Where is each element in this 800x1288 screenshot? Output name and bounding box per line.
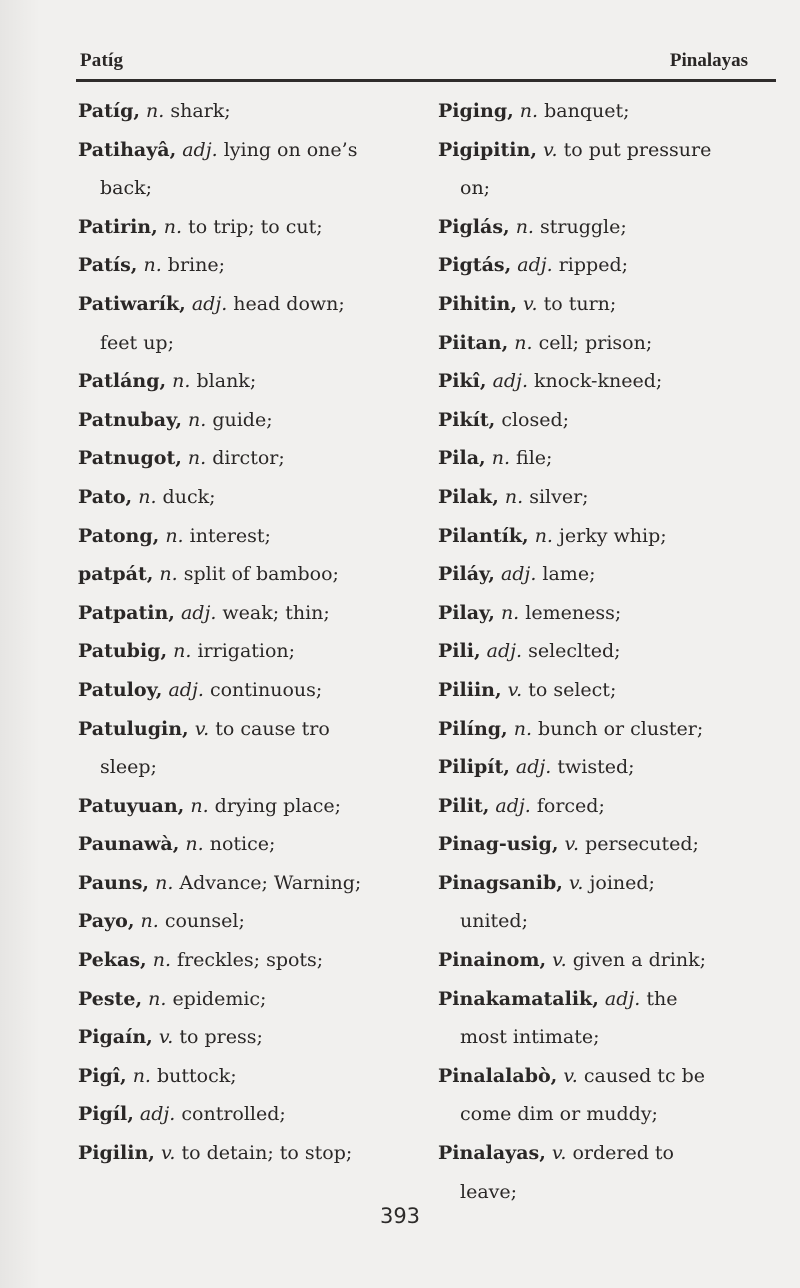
running-head-last-word: Pinalayas: [669, 50, 748, 71]
dictionary-entry: [78, 787, 423, 826]
entry-separator: ,: [482, 794, 490, 817]
entry-definition: head down;: [233, 292, 345, 315]
entry-definition: twisted;: [557, 756, 635, 779]
entry-separator: ,: [501, 331, 509, 354]
entry-definition: file;: [516, 447, 553, 470]
entry-definition: to put pressure: [563, 138, 712, 161]
entry-definition: epidemic;: [172, 987, 267, 1010]
entry-headword: Patiwarík: [78, 292, 180, 315]
entry-part-of-speech: n.: [504, 485, 524, 508]
entry-separator: ,: [125, 485, 133, 508]
entry-definition: duck;: [162, 485, 216, 508]
entry-definition-continued: on;: [460, 177, 491, 200]
entry-separator: ,: [492, 485, 499, 508]
entry-definition: closed;: [501, 408, 570, 431]
entry-part-of-speech: adj.: [168, 678, 204, 701]
entry-definition: to press;: [179, 1026, 263, 1049]
dictionary-entry: [78, 594, 423, 633]
entry-headword: Pigaín: [78, 1026, 147, 1049]
entry-headword: Patubig: [78, 640, 161, 663]
entry-separator: ,: [177, 794, 185, 817]
entry-definition-continued: feet up;: [100, 331, 174, 354]
entry-definition: buttock;: [157, 1064, 237, 1087]
entry-part-of-speech: v.: [507, 678, 523, 701]
entry-part-of-speech: adj.: [180, 601, 217, 624]
dictionary-entry: [78, 285, 423, 362]
entry-definition: lame;: [542, 563, 596, 586]
entry-definition: interest;: [189, 524, 271, 547]
entry-part-of-speech: v.: [552, 949, 567, 972]
entry-part-of-speech: n.: [132, 1064, 151, 1087]
entry-headword: Patuyuan: [78, 794, 178, 817]
entry-part-of-speech: adj.: [486, 640, 523, 663]
entry-definition: silver;: [529, 485, 589, 508]
entry-part-of-speech: v.: [523, 292, 538, 315]
entry-definition: counsel;: [164, 910, 245, 933]
entry-definition: freckles; spots;: [177, 949, 324, 972]
entry-headword: Pilíng: [438, 717, 502, 740]
entry-definition: to cause tro: [215, 717, 330, 740]
entry-headword: Piláy: [438, 563, 489, 586]
entry-part-of-speech: n.: [140, 910, 159, 933]
entry-definition: persecuted;: [585, 833, 699, 856]
entry-separator: ,: [503, 215, 510, 238]
dictionary-entry: [78, 864, 423, 903]
entry-definition-continued: come dim or muddy;: [460, 1103, 658, 1126]
entry-definition: continuous;: [209, 678, 323, 701]
entry-definition: weak; thin;: [222, 601, 330, 624]
dictionary-entry: [78, 439, 423, 478]
dictionary-entry: [438, 748, 773, 787]
entry-definition: controlled;: [181, 1103, 286, 1126]
entry-headword: Patnugot: [78, 447, 176, 470]
entry-part-of-speech: adj.: [139, 1103, 176, 1126]
entry-definition: blank;: [196, 370, 257, 393]
entry-headword: Pikít: [438, 408, 489, 431]
dictionary-entry: [438, 671, 773, 710]
entry-separator: ,: [530, 138, 537, 161]
entry-separator: ,: [151, 215, 158, 238]
dictionary-entry: [78, 1134, 423, 1173]
entry-headword: Pigî: [78, 1064, 121, 1087]
entry-part-of-speech: n.: [515, 215, 534, 238]
entry-definition-continued: united;: [460, 910, 528, 933]
right-column: [438, 92, 773, 1211]
entry-definition: to turn;: [543, 292, 617, 315]
entry-separator: ,: [488, 601, 495, 624]
entry-separator: ,: [504, 254, 512, 277]
entry-headword: Piitan: [438, 331, 502, 354]
entry-part-of-speech: n.: [172, 370, 191, 393]
entry-part-of-speech: n.: [187, 408, 207, 431]
entry-separator: ,: [501, 717, 508, 740]
dictionary-entry: [438, 131, 773, 208]
entry-definition: jerky whip;: [559, 524, 667, 547]
dictionary-entry: [438, 825, 773, 864]
entry-part-of-speech: n.: [187, 447, 207, 470]
dictionary-entry: [78, 1057, 423, 1096]
entry-headword: Pinakamatalik: [438, 987, 593, 1010]
entry-separator: ,: [135, 987, 143, 1010]
entry-definition: lemeness;: [525, 601, 622, 624]
dictionary-entry: [438, 401, 773, 440]
entry-part-of-speech: v.: [568, 871, 584, 894]
entry-part-of-speech: v.: [194, 717, 210, 740]
entry-separator: ,: [479, 447, 486, 470]
dictionary-entry: [438, 710, 773, 749]
entry-part-of-speech: n.: [143, 254, 162, 277]
entry-separator: ,: [479, 370, 487, 393]
entry-part-of-speech: n.: [163, 215, 183, 238]
entry-separator: ,: [130, 254, 138, 277]
entry-part-of-speech: n.: [519, 100, 539, 122]
dictionary-entry: [438, 439, 773, 478]
entry-part-of-speech: adj.: [191, 292, 228, 315]
entry-separator: ,: [146, 563, 154, 586]
entry-part-of-speech: adj.: [492, 370, 528, 393]
page-number: 393: [379, 1204, 421, 1228]
dictionary-entry: [438, 941, 773, 980]
entry-separator: ,: [172, 833, 180, 856]
entry-part-of-speech: n.: [534, 524, 553, 547]
entry-separator: ,: [127, 910, 135, 933]
entry-part-of-speech: adj.: [495, 794, 531, 817]
dictionary-entry: [438, 517, 773, 556]
entry-part-of-speech: adj.: [500, 563, 537, 586]
entry-separator: ,: [494, 678, 502, 701]
entry-definition: split of bamboo;: [183, 563, 339, 586]
entry-separator: ,: [550, 1064, 558, 1087]
entry-headword: Patnubay: [78, 408, 176, 431]
entry-separator: ,: [140, 949, 147, 972]
entry-definition-continued: most intimate;: [460, 1026, 600, 1049]
entry-headword: Piliin: [438, 678, 495, 701]
dictionary-entry: [438, 285, 773, 324]
entry-separator: ,: [159, 370, 167, 393]
dictionary-entry: [438, 362, 773, 401]
entry-separator: ,: [120, 1064, 127, 1087]
entry-definition: cell; prison;: [538, 331, 653, 354]
entry-definition: knock-kneed;: [534, 370, 663, 393]
entry-separator: ,: [522, 524, 529, 547]
dictionary-entry: [438, 92, 773, 131]
left-column: [78, 92, 423, 1173]
entry-separator: ,: [488, 563, 495, 586]
entry-part-of-speech: v.: [543, 138, 558, 161]
dictionary-entry: [438, 864, 773, 941]
entry-separator: ,: [152, 524, 160, 547]
entry-separator: ,: [503, 756, 510, 779]
dictionary-entry: [438, 632, 773, 671]
dictionary-entry: [78, 92, 423, 131]
entry-headword: Pinagsanib: [438, 871, 557, 894]
entry-headword: Patulugin: [78, 717, 183, 740]
entry-part-of-speech: n.: [152, 949, 171, 972]
entry-headword: Pilantík: [438, 524, 523, 547]
entry-definition-continued: leave;: [460, 1180, 518, 1203]
dictionary-entry: [78, 1018, 423, 1057]
dictionary-entry: [78, 902, 423, 941]
entry-separator: ,: [488, 408, 496, 431]
entry-headword: Pinalayas: [438, 1142, 540, 1165]
entry-definition: bunch or cluster;: [538, 717, 704, 740]
dictionary-entry: [438, 208, 773, 247]
entry-separator: ,: [169, 138, 177, 161]
entry-definition: irrigation;: [197, 640, 296, 663]
entry-headword: Patong: [78, 524, 153, 547]
entry-headword: Patuloy: [78, 678, 156, 701]
entry-definition: the: [646, 987, 678, 1010]
entry-part-of-speech: v.: [158, 1026, 174, 1049]
entry-definition: struggle;: [540, 215, 627, 238]
entry-headword: Pinag-usig: [438, 833, 552, 856]
entry-separator: ,: [507, 100, 514, 122]
entry-headword: Payo: [78, 910, 128, 933]
entry-separator: ,: [133, 100, 140, 122]
entry-headword: Piglás: [438, 215, 504, 238]
dictionary-entry: [78, 980, 423, 1019]
entry-separator: ,: [175, 408, 182, 431]
entry-part-of-speech: v.: [563, 1064, 578, 1087]
entry-separator: ,: [160, 640, 168, 663]
entry-separator: ,: [127, 1103, 134, 1126]
entry-definition-continued: back;: [100, 177, 153, 200]
entry-part-of-speech: v.: [160, 1142, 176, 1165]
entry-headword: Patirin: [78, 215, 152, 238]
entry-headword: Pato: [78, 485, 126, 508]
dictionary-entry: [438, 478, 773, 517]
entry-separator: ,: [473, 640, 481, 663]
entry-headword: Patíg: [78, 100, 134, 122]
entry-part-of-speech: v.: [564, 833, 580, 856]
entry-part-of-speech: n.: [190, 794, 209, 817]
entry-headword: Pigíl: [78, 1103, 128, 1126]
entry-headword: Pinainom: [438, 949, 540, 972]
dictionary-entry: [438, 324, 773, 363]
entry-headword: Pilak: [438, 485, 493, 508]
page-gutter-shadow: [0, 0, 40, 1288]
entry-headword: Piging: [438, 100, 508, 122]
entry-part-of-speech: n.: [165, 524, 184, 547]
dictionary-entry: [438, 594, 773, 633]
entry-headword: Pauns: [78, 871, 143, 894]
dictionary-entry: [78, 246, 423, 285]
entry-part-of-speech: v.: [551, 1142, 567, 1165]
dictionary-entry: [78, 1095, 423, 1134]
entry-separator: ,: [539, 949, 547, 972]
entry-definition: notice;: [209, 833, 276, 856]
entry-part-of-speech: n.: [173, 640, 192, 663]
dictionary-entry: [78, 941, 423, 980]
entry-separator: ,: [551, 833, 559, 856]
entry-definition: to detain; to stop;: [181, 1142, 353, 1165]
entry-headword: Paunawà: [78, 833, 173, 856]
entry-definition: to select;: [528, 678, 617, 701]
entry-definition: ripped;: [558, 254, 629, 277]
entry-part-of-speech: n.: [146, 100, 165, 122]
entry-definition-continued: sleep;: [100, 756, 157, 779]
entry-headword: Pikî: [438, 370, 480, 393]
entry-headword: Pigilin: [78, 1142, 149, 1165]
entry-part-of-speech: n.: [500, 601, 520, 624]
entry-part-of-speech: n.: [159, 563, 178, 586]
entry-separator: ,: [168, 601, 175, 624]
entry-headword: Patpatin: [78, 601, 169, 624]
entry-separator: ,: [592, 987, 599, 1010]
dictionary-entry: [438, 787, 773, 826]
entry-separator: ,: [142, 871, 150, 894]
dictionary-entry: [78, 401, 423, 440]
entry-headword: Pilipít: [438, 756, 504, 779]
entry-headword: Patihayâ: [78, 138, 170, 161]
entry-separator: ,: [148, 1142, 155, 1165]
dictionary-entry: [438, 555, 773, 594]
entry-part-of-speech: n.: [148, 987, 167, 1010]
dictionary-entry: [78, 671, 423, 710]
dictionary-entry: [438, 246, 773, 285]
entry-definition: banquet;: [544, 100, 630, 122]
entry-separator: ,: [175, 447, 182, 470]
entry-definition: shark;: [170, 100, 231, 122]
entry-part-of-speech: n.: [155, 871, 174, 894]
entry-headword: Peste: [78, 987, 136, 1010]
header-rule: [76, 79, 776, 82]
entry-headword: Pila: [438, 447, 480, 470]
entry-definition: lying on one’s: [223, 138, 358, 161]
entry-part-of-speech: n.: [185, 833, 204, 856]
dictionary-entry: [78, 555, 423, 594]
entry-headword: Pilit: [438, 794, 483, 817]
entry-headword: Patís: [78, 254, 131, 277]
entry-definition: brine;: [167, 254, 225, 277]
dictionary-entry: [78, 517, 423, 556]
entry-separator: ,: [539, 1142, 546, 1165]
entry-definition: to trip; to cut;: [188, 215, 323, 238]
entry-headword: Pekas: [78, 949, 141, 972]
entry-definition: caused tc be: [583, 1064, 706, 1087]
entry-definition: joined;: [589, 871, 655, 894]
dictionary-entry: [78, 478, 423, 517]
entry-headword: Pili: [438, 640, 474, 663]
entry-part-of-speech: n.: [514, 331, 533, 354]
dictionary-entry: [78, 710, 423, 787]
entry-headword: Pihitin: [438, 292, 511, 315]
entry-part-of-speech: n.: [138, 485, 157, 508]
dictionary-entry: [78, 208, 423, 247]
entry-definition: Advance; Warning;: [179, 871, 362, 894]
entry-part-of-speech: adj.: [515, 756, 552, 779]
dictionary-entry: [438, 1134, 773, 1211]
entry-separator: ,: [182, 717, 189, 740]
entry-definition: dirctor;: [212, 447, 285, 470]
entry-part-of-speech: adj.: [517, 254, 553, 277]
dictionary-entry: [78, 825, 423, 864]
entry-part-of-speech: adj.: [182, 138, 218, 161]
entry-separator: ,: [179, 292, 186, 315]
entry-definition: given a drink;: [572, 949, 707, 972]
entry-definition: forced;: [536, 794, 605, 817]
entry-headword: Pinalalabò: [438, 1064, 551, 1087]
dictionary-entry: [438, 980, 773, 1057]
running-head: [80, 50, 748, 74]
entry-definition: ordered to: [572, 1142, 674, 1165]
running-head-first-word: Patíg: [80, 50, 124, 71]
entry-part-of-speech: n.: [513, 717, 532, 740]
entry-definition: drying place;: [214, 794, 342, 817]
dictionary-entry: [438, 1057, 773, 1134]
entry-separator: ,: [155, 678, 163, 701]
entry-part-of-speech: n.: [491, 447, 510, 470]
entry-separator: ,: [146, 1026, 153, 1049]
entry-headword: Pigipitin: [438, 138, 531, 161]
entry-separator: ,: [510, 292, 517, 315]
entry-headword: patpát: [78, 563, 147, 586]
entry-headword: Patláng: [78, 370, 160, 393]
dictionary-entry: [78, 362, 423, 401]
entry-part-of-speech: adj.: [604, 987, 641, 1010]
dictionary-entry: [78, 632, 423, 671]
entry-headword: Pilay: [438, 601, 489, 624]
dictionary-entry: [78, 131, 423, 208]
entry-headword: Pigtás: [438, 254, 505, 277]
entry-definition: seleclted;: [528, 640, 621, 663]
entry-separator: ,: [556, 871, 563, 894]
entry-definition: guide;: [212, 408, 273, 431]
